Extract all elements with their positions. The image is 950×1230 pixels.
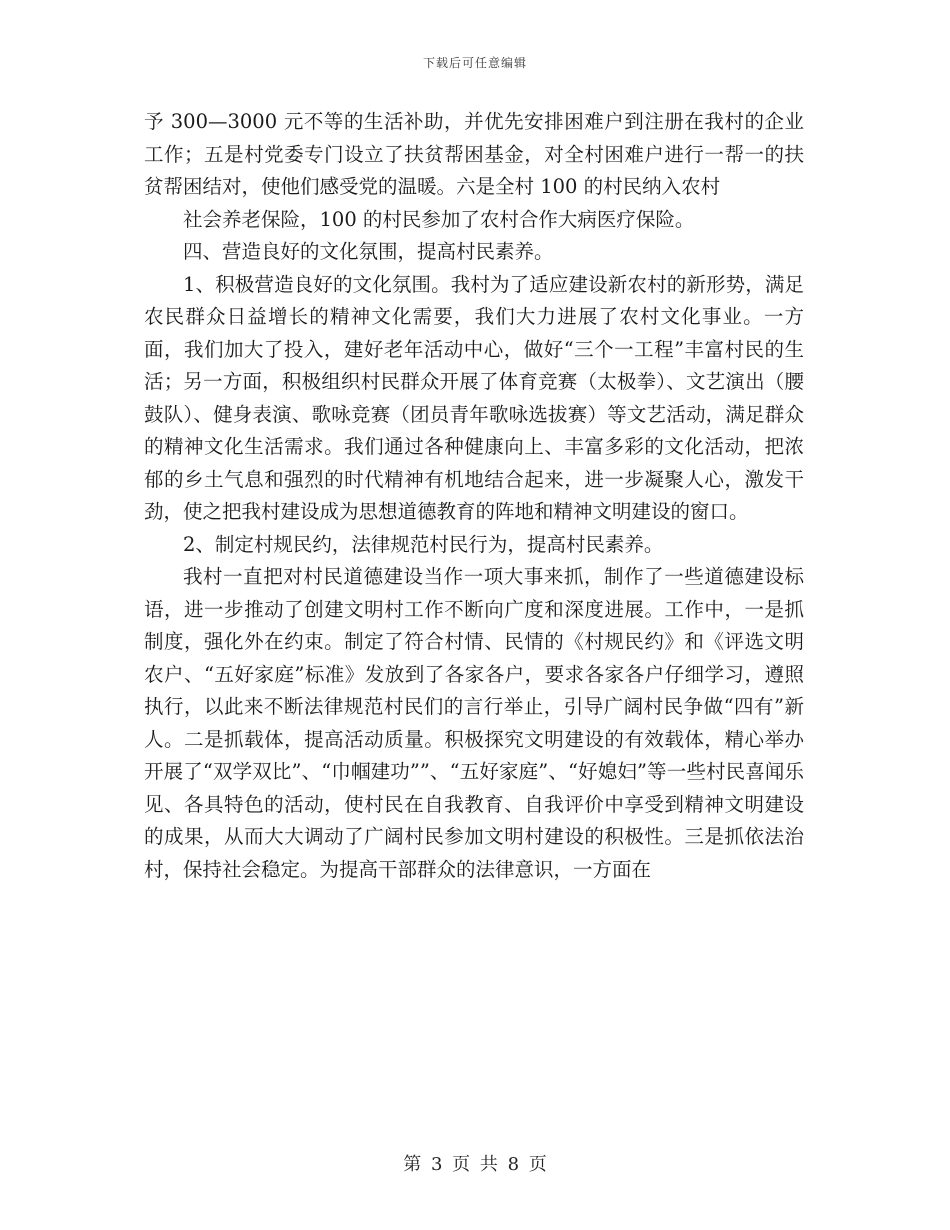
- subsection-heading: 2、制定村规民约，法律规范村民行为，提高村民素养。: [183, 532, 664, 556]
- paragraph: 予 300—3000 元不等的生活补助，并优先安排困难户到注册在我村的企业工作；五是村党委专门设立了扶贫帮困基金，对全村困难户进行一帮一的扶贫帮困结对，使他们感受党的温暖。六是全村 100 的村民纳入农村: [144, 110, 804, 198]
- paragraph: 1、积极营造良好的文化氛围。我村为了适应建设新农村的新形势，满足农民群众日益增长的精神文化需要，我们大力进展了农村文化事业。一方面，我们加大了投入，建好老年活动中心，做好“三个一工程”丰富村民的生活；另一方面，积极组织村民群众开展了体育竞赛（太极拳）、文艺演出（腰鼓队）、健身表演、歌咏竞赛（团员青年歌咏选拔赛）等文艺活动，满足群众的精神文化生活需求。我们通过各种健康向上、丰富多彩的文化活动，把浓郁的乡土气息和强烈的时代精神有机地结合起来，进一步凝聚人心，激发干劲，使之把我村建设成为思想道德教育的阵地和精神文明建设的窗口。: [144, 272, 804, 523]
- page-number: 第 3 页 共 8 页: [403, 1154, 547, 1175]
- paragraph: 我村一直把对村民道德建设当作一项大事来抓，制作了一些道德建设标语，进一步推动了创建文明村工作不断向广度和深度进展。工作中，一是抓制度，强化外在约束。制定了符合村情、民情的《村规民约》和《评选文明农户、“五好家庭”标准》发放到了各家各户，要求各家各户仔细学习，遵照执行，以此来不断法律规范村民们的言行举止，引导广阔村民争做“四有”新人。二是抓载体，提高活动质量。积极探究文明建设的有效载体，精心举办开展了“双学双比”、“巾帼建功””、“五好家庭”、“好媳妇”等一些村民喜闻乐见、各具特色的活动，使村民在自我教育、自我评价中享受到精神文明建设的成果，从而大大调动了广阔村民参加文明村建设的积极性。三是抓依法治村，保持社会稳定。为提高干部群众的法律意识，一方面在: [144, 565, 804, 881]
- document-body: [144, 106, 804, 886]
- page-header: 下载后可任意编辑: [422, 56, 527, 70]
- paragraph: 社会养老保险，100 的村民参加了农村合作大病医疗保险。: [183, 207, 695, 231]
- section-heading: 四、营造良好的文化氛围，提高村民素养。: [183, 240, 554, 263]
